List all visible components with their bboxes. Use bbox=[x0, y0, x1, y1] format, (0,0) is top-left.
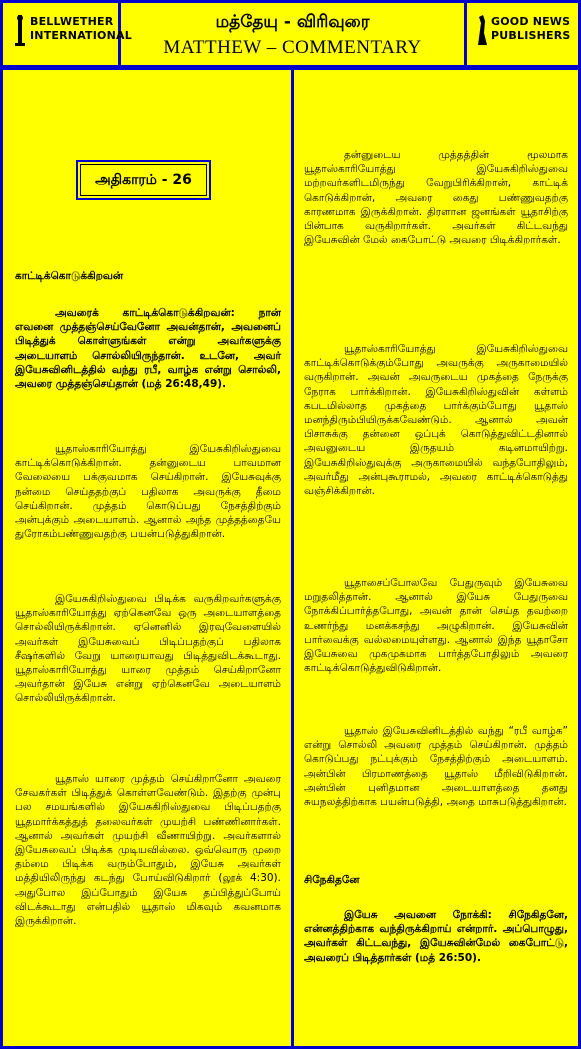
left-column bbox=[0, 67, 294, 1049]
title-cell bbox=[121, 3, 467, 65]
logo-line-2: PUBLISHERS bbox=[491, 29, 571, 42]
logo-line-1: GOOD NEWS bbox=[491, 15, 571, 28]
paragraph: யூதாசைப்போலவே பேதுருவும் இயேசுவை மறுதலித்தான். ஆனால் இயேசு பேதுருவை நோக்கிப்பார்த்தபோது, அவன் தான் செய்த தவற்றை உணர்ந்து மனக்கசந்து அழுகிறான். இயேசுவின் பார்வைக்கு வல்லமையுள்ளது. ஆனால் இந்த யூதாசோ இயேசுவை முகமுகமாக பார்த்தபோதிலும் அவரை காட்டிக்கொடுத்துவிடுகிறான். bbox=[304, 577, 568, 675]
right-column bbox=[291, 67, 581, 1049]
shepherd-figure-icon bbox=[13, 13, 27, 47]
figure-icon bbox=[475, 13, 489, 47]
right-logo-cell bbox=[467, 3, 578, 65]
title-english: MATTHEW – COMMENTARY bbox=[163, 37, 422, 58]
section-heading: சிநேகிதனே bbox=[304, 874, 360, 886]
verse-quote: இயேசு அவனை நோக்கி: சிநேகிதனே, என்னத்திற்காக வந்திருக்கிறாய் என்றார். அப்பொழுது, அவர்கள் கிட்டவந்து, இயேசுவின்மேல் கைபோட்டு, அவரைப் பிடித்தார்கள் (மத் 26:50). bbox=[304, 909, 568, 964]
title-tamil: மத்தேயு - விரிவுரை bbox=[215, 12, 370, 32]
paragraph: யூதாஸ்காரியோத்து இயேசுகிறிஸ்துவை காட்டிக்கொடுக்கிறான். தன்னுடைய பாவமான வேலையை பக்குவமாக செய்கிறான். இயேசுவுக்கு நன்மை செய்ததற்குப் பதிலாக அவருக்கு தீமை செய்கிறான். முத்தம் கொடுப்பது நேசத்திற்கும் அன்புக்கும் அடையாளம். ஆனால் அந்த முத்தத்தையே துரோகம்பண்ணுவதற்கு பயன்படுத்துகிறான். bbox=[15, 443, 281, 541]
verse-quote: அவரைக் காட்டிக்கொடுக்கிறவன்: நான் எவனை முத்தஞ்செய்வேனோ அவன்தான், அவனைப் பிடித்துக் கொள்ளுங்கள் என்று அவர்களுக்கு அடையாளம் சொல்லியிருந்தான். உடனே, அவர் இயேசுவினிடத்தில் வந்து ரபீ, வாழ்க என்று சொல்லி, அவரை முத்தஞ்செய்தான் (மத் 26:48,49). bbox=[15, 307, 281, 391]
chapter-label: அதிகாரம் - 26 bbox=[76, 160, 211, 200]
paragraph: யூதாஸ் யாரை முத்தம் செய்கிறானோ அவரை சேவகர்கள் பிடித்துக் கொள்ளவேண்டும். இதற்கு முன்பு பல சமயங்களில் இயேசுகிறிஸ்துவை பிடிப்பதற்கு யூதமார்க்கத்துத் தலைவர்கள் முயற்சி பண்ணினார்கள். ஆனால் அவர்கள் முயற்சி வீணாயிற்று. அவர்களால் இயேசுவைப் பிடிக்க முடியவில்லை. ஒவ்வொரு முறை தம்மை பிடிக்க வரும்போதும், இயேசு அவர்கள் மத்தியிலிருந்து கடந்து போய்விடுகிறார் (லூக் 4:30). அதுபோல இப்போதும் இயேசு தப்பித்துப்போய் விடக்கூடாது என்பதில் யூதாஸ் மிகவும் கவனமாக இருக்கிறான். bbox=[15, 773, 281, 928]
paragraph: இயேசுகிறிஸ்துவை பிடிக்க வருகிறவர்களுக்கு யூதாஸ்காரியோத்து ஏற்கெனவே ஒரு அடையாளத்தை சொல்லியிருக்கிறான். ஏனெனில் இரவுவேளையில் அவர்கள் இயேசுவைப் பிடிப்பதற்குப் பதிலாக சீஷர்களில் வேறு யாரையாவது பிடித்துவிடக்கூடாது. யூதாஸ்காரியோத்து யாரை முத்தம் செய்கிறானோ அவர்தான் இயேசு என்று ஏற்கெனவே அடையாளம் சொல்லியிருக்கிறான். bbox=[15, 593, 281, 705]
paragraph: யூதாஸ் இயேசுவினிடத்தில் வந்து “ரபீ வாழ்க” என்று சொல்லி அவரை முத்தம் செய்கிறான். முத்தம் கொடுப்பது நட்புக்கும் நேசத்திற்கும் அடையாளம். அன்பின் பிரமாணத்தை யூதாஸ் மீறிவிடுகிறான். அன்பின் புனிதமான அடையாளத்தை தனது சுயநலத்திற்காக பயன்படுத்தி, அதை மாசுபடுத்துகிறான். bbox=[304, 725, 568, 809]
logo-line-2: INTERNATIONAL bbox=[30, 29, 132, 42]
paragraph: யூதாஸ்காரியோத்து இயேசுகிறிஸ்துவை காட்டிக்கொடுக்கும்போது அவருக்கு அருகாமையில் வருகிறான். அவன் அவருடைய முகத்தை நேருக்கு நேராக பார்க்கிறான். இயேசுகிறிஸ்துவின் கள்ளம் கபடமில்லாத முகத்தை பார்க்கும்போது யூதாஸ் மனந்திரும்பியிருக்கவேண்டும். ஆனால் அவன் பிசாசுக்கு தன்னை ஒப்புக் கொடுத்துவிட்டதினால் அவனுடைய இருதயம் கடினமாயிற்று. இயேசுகிறிஸ்துவுக்கு அருகாமையில் வந்தபோதிலும், அவர்மீது அன்புகூராமல், அவரை காட்டிக்கொடுத்து வஞ்சிக்கிறான். bbox=[304, 343, 568, 498]
section-heading: காட்டிக்கொடுக்கிறவன் bbox=[15, 270, 124, 282]
logo-line-1: BELLWETHER bbox=[30, 15, 114, 28]
header bbox=[0, 0, 581, 68]
left-logo-cell bbox=[3, 3, 132, 65]
paragraph: தன்னுடைய முத்தத்தின் மூலமாக யூதாஸ்காரியோத்து இயேசுகிறிஸ்துவை மற்றவர்களிடமிருந்து வேறுபிரிக்கிறான், காட்டிக் கொடுக்கிறான், அவரை கைது பண்ணுவதற்கு காரணமாக இருக்கிறான். திரளான ஜனங்கள் யூதாசிற்கு பின்பாக வருகிறார்கள். அவர்கள் கிட்டவந்து இயேசுவின் மேல் கைபோட்டு அவரை பிடிக்கிறார்கள். bbox=[304, 149, 568, 247]
